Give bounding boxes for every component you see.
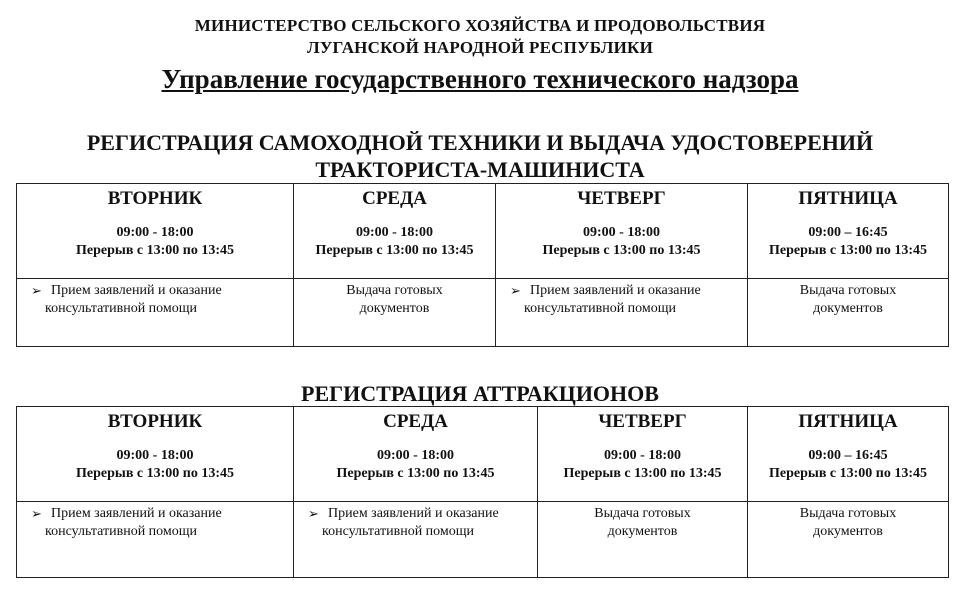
break-hours: Перерыв с 13:00 по 13:45 bbox=[315, 243, 474, 258]
work-hours: 09:00 - 18:00 bbox=[583, 225, 660, 240]
arrow-bullet-icon: ➢ bbox=[31, 283, 42, 298]
service-cell-tuesday bbox=[17, 502, 294, 578]
day-name: ЧЕТВЕРГ bbox=[598, 411, 687, 432]
break-hours: Перерыв с 13:00 по 13:45 bbox=[76, 466, 234, 481]
service-description bbox=[748, 279, 948, 318]
schedule-table-attractions bbox=[16, 406, 949, 578]
service-cell-thursday bbox=[496, 279, 748, 347]
service-text-line1: Прием заявлений и оказание bbox=[328, 506, 499, 521]
arrow-bullet-icon: ➢ bbox=[510, 283, 521, 298]
arrow-bullet-icon: ➢ bbox=[31, 506, 42, 521]
day-name: ПЯТНИЦА bbox=[798, 188, 898, 209]
schedule-row-services bbox=[17, 502, 949, 578]
service-text-line2: документов bbox=[607, 524, 678, 539]
service-text-line1: Выдача готовых bbox=[594, 506, 691, 521]
schedule-row-hours bbox=[17, 184, 949, 279]
service-text-line1: Прием заявлений и оказание bbox=[530, 283, 701, 298]
service-cell-tuesday bbox=[17, 279, 294, 347]
day-name: СРЕДА bbox=[383, 411, 448, 432]
break-hours: Перерыв с 13:00 по 13:45 bbox=[76, 243, 234, 258]
day-cell-tuesday bbox=[17, 407, 294, 502]
break-hours: Перерыв с 13:00 по 13:45 bbox=[769, 243, 927, 258]
service-text-line2: документов bbox=[813, 301, 883, 316]
break-hours: Перерыв с 13:00 по 13:45 bbox=[542, 243, 701, 258]
day-name: СРЕДА bbox=[362, 188, 427, 209]
day-cell-thursday bbox=[496, 184, 748, 279]
service-text-line2: консультативной помощи bbox=[524, 301, 677, 316]
service-text-line2: документов bbox=[359, 301, 430, 316]
break-hours: Перерыв с 13:00 по 13:45 bbox=[769, 466, 927, 481]
service-description bbox=[17, 502, 293, 541]
work-hours: 09:00 - 18:00 bbox=[604, 448, 681, 463]
service-description bbox=[538, 502, 747, 541]
schedule-row-hours bbox=[17, 407, 949, 502]
ministry-title-line1: МИНИСТЕРСТВО СЕЛЬСКОГО ХОЗЯЙСТВА И ПРОДОВОЛЬСТВИЯ bbox=[194, 16, 766, 35]
service-description bbox=[294, 279, 495, 318]
service-text-line1: Выдача готовых bbox=[799, 283, 897, 298]
day-cell-wednesday bbox=[294, 407, 538, 502]
service-cell-thursday bbox=[538, 502, 748, 578]
break-hours: Перерыв с 13:00 по 13:45 bbox=[336, 466, 495, 481]
service-description bbox=[748, 502, 948, 541]
day-cell-friday bbox=[748, 407, 949, 502]
service-cell-friday bbox=[748, 279, 949, 347]
service-description bbox=[294, 502, 537, 541]
day-name: ВТОРНИК bbox=[107, 188, 203, 209]
service-text-line2: документов bbox=[813, 524, 883, 539]
arrow-bullet-icon: ➢ bbox=[308, 506, 319, 521]
work-hours: 09:00 – 16:45 bbox=[808, 225, 888, 240]
service-text-line1: Выдача готовых bbox=[799, 506, 897, 521]
service-text-line2: консультативной помощи bbox=[45, 301, 198, 316]
service-text-line1: Прием заявлений и оказание bbox=[51, 283, 222, 298]
schedule-row-services bbox=[17, 279, 949, 347]
section-title-machinery-line1: РЕГИСТРАЦИЯ САМОХОДНОЙ ТЕХНИКИ И ВЫДАЧА УДОСТОВЕРЕНИЙ bbox=[86, 130, 874, 155]
service-cell-friday bbox=[748, 502, 949, 578]
service-text-line2: консультативной помощи bbox=[45, 524, 198, 539]
section-title-machinery-line2: ТРАКТОРИСТА-МАШИНИСТА bbox=[315, 157, 645, 182]
break-hours: Перерыв с 13:00 по 13:45 bbox=[563, 466, 722, 481]
day-cell-wednesday bbox=[294, 184, 496, 279]
day-cell-tuesday bbox=[17, 184, 294, 279]
service-text-line1: Выдача готовых bbox=[346, 283, 443, 298]
work-hours: 09:00 – 16:45 bbox=[808, 448, 888, 463]
work-hours: 09:00 - 18:00 bbox=[116, 448, 194, 463]
service-cell-wednesday bbox=[294, 502, 538, 578]
schedule-table-machinery bbox=[16, 183, 949, 347]
work-hours: 09:00 - 18:00 bbox=[116, 225, 194, 240]
work-hours: 09:00 - 18:00 bbox=[377, 448, 454, 463]
ministry-title-line2: ЛУГАНСКОЙ НАРОДНОЙ РЕСПУБЛИКИ bbox=[306, 38, 654, 57]
service-cell-wednesday bbox=[294, 279, 496, 347]
service-text-line1: Прием заявлений и оказание bbox=[51, 506, 222, 521]
work-hours: 09:00 - 18:00 bbox=[356, 225, 433, 240]
section-title-attractions: РЕГИСТРАЦИЯ АТТРАКЦИОНОВ bbox=[301, 381, 659, 406]
service-text-line2: консультативной помощи bbox=[322, 524, 475, 539]
service-description bbox=[17, 279, 293, 318]
day-name: ВТОРНИК bbox=[107, 411, 203, 432]
day-cell-thursday bbox=[538, 407, 748, 502]
day-name: ЧЕТВЕРГ bbox=[577, 188, 666, 209]
department-title: Управление государственного технического надзора bbox=[161, 64, 799, 94]
day-cell-friday bbox=[748, 184, 949, 279]
service-description bbox=[496, 279, 747, 318]
day-name: ПЯТНИЦА bbox=[798, 411, 898, 432]
